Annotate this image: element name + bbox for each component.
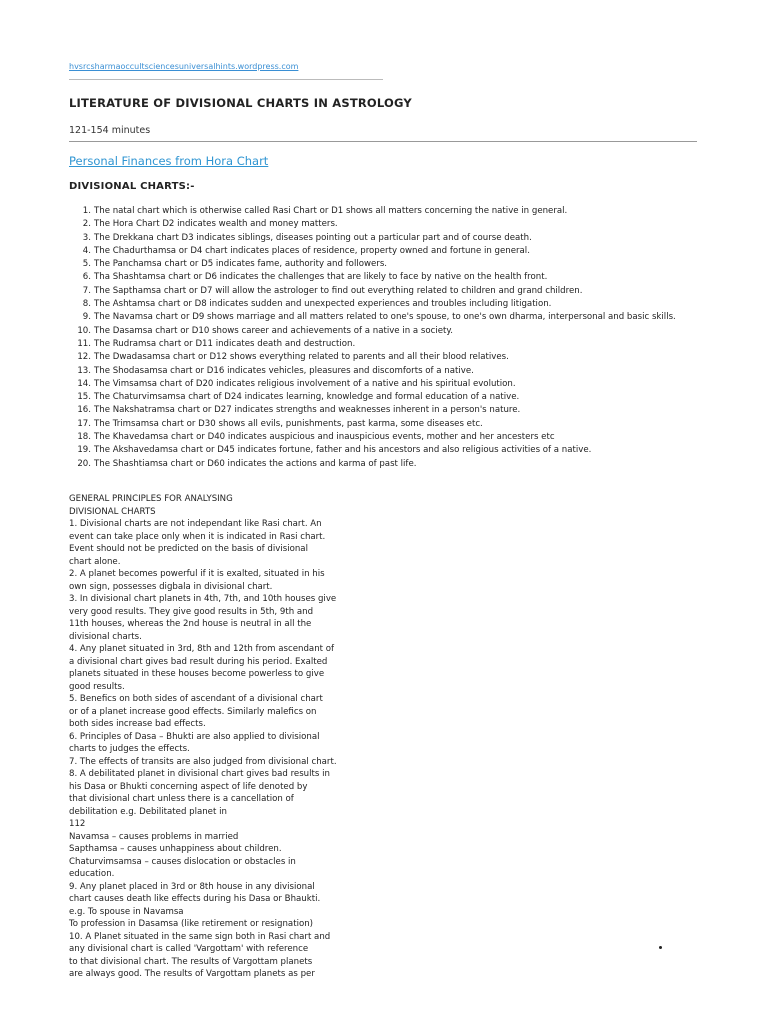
chart-list-item [69,351,699,364]
principles-line: DIVISIONAL CHARTS [69,506,156,517]
list-item-text: The Chaturvimsamsa chart of D24 indicates learning, knowledge and formal education of a native. [94,392,520,403]
chart-list-item [69,444,699,457]
list-item-number: 18. [77,432,91,443]
principles-line: any divisional chart is called 'Vargottam' with reference [69,944,309,954]
principles-line: 3. In divisional chart planets in 4th, 7th, and 10th houses give [69,594,337,604]
principles-line: event can take place only when it is indicated in Rasi chart. [69,531,326,542]
list-item-number: 4. [82,245,91,256]
list-item-number: 12. [77,352,91,363]
chart-list-item [69,338,699,351]
chart-list-item [69,458,699,471]
principles-line: chart causes death like effects during his Dasa or Bhaukti. [69,894,321,904]
principles-line: divisional charts. [69,631,142,642]
list-item-number: 20. [77,458,91,469]
principles-line: 8. A debilitated planet in divisional chart gives bad results in [69,769,330,779]
principles-line: his Dasa or Bhukti concerning aspect of life denoted by [69,781,308,792]
chart-list-item [69,218,699,231]
principles-line: Event should not be predicted on the basis of divisional [69,544,308,554]
principles-line: good results. [69,681,125,692]
principles-line: Sapthamsa – causes unhappiness about children. [69,844,282,854]
principles-line: or of a planet increase good effects. Similarly malefics on [69,706,317,717]
principles-line: 11th houses, whereas the 2nd house is neutral in all the [69,619,312,629]
list-item-text: The Vimsamsa chart of D20 indicates religious involvement of a native and his spiritual evolution. [94,378,516,389]
list-item-number: 6. [82,272,91,283]
chart-list-item [69,365,699,378]
principles-line: education. [69,869,115,879]
list-item-number: 16. [77,405,91,416]
list-item-number: 7. [82,285,91,296]
divisional-charts-list [69,205,699,471]
principles-line: 9. Any planet placed in 3rd or 8th house in any divisional [69,881,315,892]
chart-list-item [69,404,699,417]
chart-list-item [69,311,699,324]
source-url-link[interactable]: hvsrcsharmaoccultsciencesuniversalhints.wordpress.com [69,62,299,71]
title-divider [69,141,697,142]
list-item-text: The Sapthamsa chart or D7 will allow the astrologer to find out everything related to children and grand children. [94,285,583,296]
chart-list-item [69,285,699,298]
chart-list-item [69,391,699,404]
related-article-link[interactable]: Personal Finances from Hora Chart [69,154,269,168]
principles-line: Navamsa – causes problems in married [69,831,239,842]
chart-list-item [69,325,699,338]
principles-line: 10. A Planet situated in the same sign both in Rasi chart and [69,931,331,942]
principles-line: To profession in Dasamsa (like retirement or resignation) [69,919,314,929]
chart-list-item [69,245,699,258]
list-item-text: The Akshavedamsa chart or D45 indicates fortune, father and his ancestors and also religious activities of a native. [94,445,592,456]
list-item-text: The Trimsamsa chart or D30 shows all evils, punishments, past karma, some diseases etc. [94,418,483,429]
header-divider [69,79,383,80]
section-heading: DIVISIONAL CHARTS:- [69,181,195,192]
principles-line: both sides increase bad effects. [69,719,206,729]
list-item-text: The Navamsa chart or D9 shows marriage and all matters related to one's spouse, to one's own dharma, interpersonal and basic skills. [94,312,676,323]
principles-line: debilitation e.g. Debilitated planet in [69,806,227,817]
principles-line: GENERAL PRINCIPLES FOR ANALYSING [69,494,233,504]
list-item-number: 11. [77,338,91,349]
list-item-text: The Nakshatramsa chart or D27 indicates strengths and weaknesses inherent in a person's nature. [94,405,521,416]
principles-line: own sign, possesses digbala in divisional chart. [69,581,273,592]
principles-line: planets situated in these houses become powerless to give [69,669,325,679]
list-item-number: 3. [82,232,91,243]
chart-list-item [69,205,699,218]
principles-line: 1. Divisional charts are not independant like Rasi chart. An [69,519,322,529]
list-item-number: 8. [82,299,91,310]
list-item-number: 13. [77,365,91,376]
chart-list-item [69,431,699,444]
list-item-text: The Shashtiamsa chart or D60 indicates the actions and karma of past life. [94,458,417,469]
list-item-text: The Dwadasamsa chart or D12 shows everything related to parents and all their blood relatives. [94,352,509,363]
list-item-text: The Dasamsa chart or D10 shows career and achievements of a native in a society. [94,325,453,336]
chart-list-item [69,232,699,245]
principles-line: 5. Benefics on both sides of ascendant of a divisional chart [69,694,323,704]
principles-line: a divisional chart gives bad result during his period. Exalted [69,656,328,667]
principles-line: very good results. They give good results in 5th, 9th and [69,606,314,617]
list-item-number: 17. [77,418,91,429]
list-item-number: 10. [77,325,91,336]
document-title: LITERATURE OF DIVISIONAL CHARTS IN ASTROLOGY [69,96,412,110]
list-item-number: 1. [82,206,91,216]
principles-line: chart alone. [69,556,121,567]
list-item-number: 14. [77,378,91,389]
bullet-dot [659,946,662,949]
principles-line: charts to judges the effects. [69,744,190,754]
list-item-text: The Panchamsa chart or D5 indicates fame, authority and followers. [94,259,388,270]
principles-line: 112 [69,819,86,829]
list-item-number: 2. [82,219,91,230]
list-item-text: The Hora Chart D2 indicates wealth and money matters. [94,219,338,230]
chart-list-item [69,271,699,284]
reading-time: 121-154 minutes [69,125,151,136]
list-item-text: The Drekkana chart D3 indicates siblings, diseases pointing out a particular part and of course death. [94,232,532,243]
principles-line: Chaturvimsamsa – causes dislocation or obstacles in [69,856,296,867]
chart-list-item [69,418,699,431]
chart-list-item [69,298,699,311]
list-item-text: The natal chart which is otherwise called Rasi Chart or D1 shows all matters concerning the native in general. [94,206,568,216]
list-item-text: The Khavedamsa chart or D40 indicates auspicious and inauspicious events, mother and her ancesters etc [94,432,555,443]
list-item-text: Tha Shashtamsa chart or D6 indicates the challenges that are likely to face by native on the health front. [94,272,548,283]
list-item-text: The Rudramsa chart or D11 indicates death and destruction. [94,338,356,349]
list-item-text: The Chadurthamsa or D4 chart indicates places of residence, property owned and fortune in general. [94,245,530,256]
principles-line: e.g. To spouse in Navamsa [69,906,184,917]
list-item-text: The Shodasamsa chart or D16 indicates vehicles, pleasures and discomforts of a native. [94,365,474,376]
list-item-number: 15. [77,392,91,403]
list-item-number: 5. [82,259,91,270]
principles-line: that divisional chart unless there is a cancellation of [69,794,294,804]
principles-line: 4. Any planet situated in 3rd, 8th and 12th from ascendant of [69,644,335,654]
principles-line: 6. Principles of Dasa – Bhukti are also applied to divisional [69,731,320,742]
principles-line: are always good. The results of Vargottam planets as per [69,969,315,979]
principles-line: to that divisional chart. The results of Vargottam planets [69,956,313,967]
list-item-text: The Ashtamsa chart or D8 indicates sudden and unexpected experiences and troubles including litigation. [94,299,552,310]
principles-line: 2. A planet becomes powerful if it is exalted, situated in his [69,569,325,579]
chart-list-item [69,378,699,391]
list-item-number: 9. [82,312,91,323]
general-principles-text [69,493,389,981]
chart-list-item [69,258,699,271]
principles-line: 7. The effects of transits are also judged from divisional chart. [69,756,337,767]
list-item-number: 19. [77,445,91,456]
